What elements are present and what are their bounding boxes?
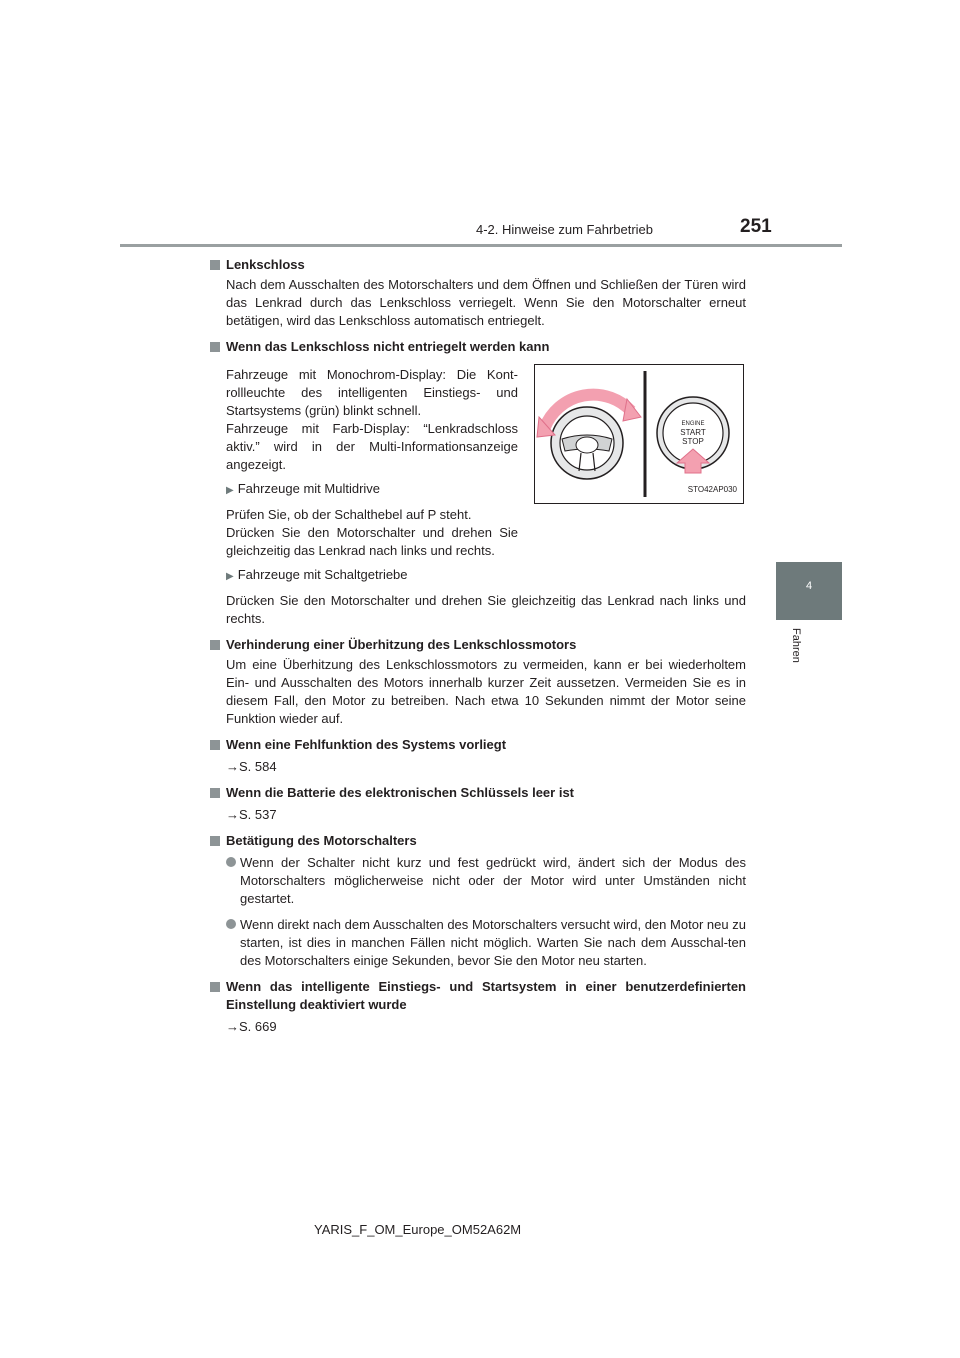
square-bullet-icon — [210, 640, 220, 650]
header-rule — [120, 244, 842, 247]
chapter-number: 4 — [805, 580, 813, 592]
square-bullet-icon — [210, 260, 220, 270]
intro-monochrom: Fahrzeuge mit Monochrom-Display: Die Kont-rollleuchte des intelligenten Einstiegs- und Startsystems (grün) blinkt schnell. — [226, 367, 518, 418]
page-reference: →S. 584 — [226, 759, 277, 774]
header-section-title: 4-2. Hinweise zum Fahrbetrieb — [476, 222, 654, 237]
square-bullet-icon — [210, 788, 220, 798]
section-batterie — [210, 784, 746, 824]
multidrive-text-2: Drücken Sie den Motorschalter und drehen Sie gleichzeitig das Lenkrad nach links und rechts. — [226, 525, 518, 558]
start-label: START — [680, 428, 706, 437]
section-lenkschloss — [210, 256, 746, 330]
steering-wheel-figure — [534, 364, 744, 504]
section-heading: Wenn das intelligente Einstiegs- und Startsystem in einer benutzerdefinierten Einstellung deaktiviert wurde — [226, 979, 746, 1012]
chapter-label: Fahren — [790, 628, 802, 663]
section-nicht-entriegelt — [210, 338, 746, 628]
square-bullet-icon — [210, 342, 220, 352]
section-deaktiviert — [210, 978, 746, 1036]
figure-code: STO42AP030 — [687, 485, 737, 494]
page-reference: →S. 537 — [226, 807, 277, 822]
bullet-text: Wenn direkt nach dem Ausschalten des Motorschalters versucht wird, den Motor neu zu starten, ist dies in manchen Fällen nicht möglich. Warten Sie nach dem Ausschal-ten des Motorschalters einige Sekunden, bevor Sie den Motor neu starten. — [240, 917, 746, 968]
page-reference: →S. 669 — [226, 1019, 277, 1034]
manual-label: Fahrzeuge mit Schaltgetriebe — [237, 567, 408, 582]
triangle-right-icon: ▶ — [226, 485, 234, 496]
round-bullet-icon — [226, 857, 236, 867]
section-text: Nach dem Ausschalten des Motorschalters und dem Öffnen und Schließen der Türen wird das Lenkrad durch das Lenkschloss verriegelt. Wenn Sie den Motorschalter erneut betätigen, wird das Lenkschloss automatisch entriegelt. — [226, 277, 746, 328]
footer-doc-id: YARIS_F_OM_Europe_OM52A62M — [314, 1222, 522, 1237]
section-heading: Betätigung des Motorschalters — [226, 833, 417, 848]
section-heading: Verhinderung einer Überhitzung des Lenkschlossmotors — [226, 637, 577, 652]
section-heading: Lenkschloss — [226, 257, 305, 272]
page-number: 251 — [740, 216, 772, 237]
section-betaetigung — [210, 832, 746, 970]
manual-text: Drücken Sie den Motorschalter und drehen Sie gleichzeitig das Lenkrad nach links und rechts. — [226, 593, 746, 626]
engine-label: ENGINE — [681, 421, 705, 427]
section-fehlfunktion — [210, 736, 746, 776]
round-bullet-icon — [226, 919, 236, 929]
section-heading: Wenn die Batterie des elektronischen Schlüssels leer ist — [226, 785, 575, 800]
multidrive-text-1: Prüfen Sie, ob der Schalthebel auf P steht. — [226, 507, 472, 522]
intro-farb: Fahrzeuge mit Farb-Display: “Lenkradschloss aktiv.” wird in der Multi-Informationsanzeige angezeigt. — [226, 421, 518, 472]
section-heading: Wenn eine Fehlfunktion des Systems vorliegt — [226, 737, 507, 752]
triangle-right-icon: ▶ — [226, 571, 234, 582]
stop-label: STOP — [682, 437, 704, 446]
chapter-tab — [776, 562, 842, 620]
page-content — [210, 256, 746, 1044]
section-heading: Wenn das Lenkschloss nicht entriegelt werden kann — [226, 339, 550, 354]
section-ueberhitzung — [210, 636, 746, 728]
square-bullet-icon — [210, 836, 220, 846]
square-bullet-icon — [210, 740, 220, 750]
section-text: Um eine Überhitzung des Lenkschlossmotors zu vermeiden, kann er bei wiederholtem Ein- und Ausschalten des Motors innerhalb kurzer Zeit aussetzen. Vermeiden Sie es in diesem Fall, den Motor zu betreiben. Nach etwa 10 Sekunden nimmt der Motor seine Funktion wieder auf. — [226, 657, 746, 726]
multidrive-label: Fahrzeuge mit Multidrive — [237, 481, 381, 496]
square-bullet-icon — [210, 982, 220, 992]
bullet-text: Wenn der Schalter nicht kurz und fest gedrückt wird, ändert sich der Modus des Motorschalters möglicherweise nicht oder der Motor wird unter Umständen nicht gestartet. — [240, 855, 746, 906]
